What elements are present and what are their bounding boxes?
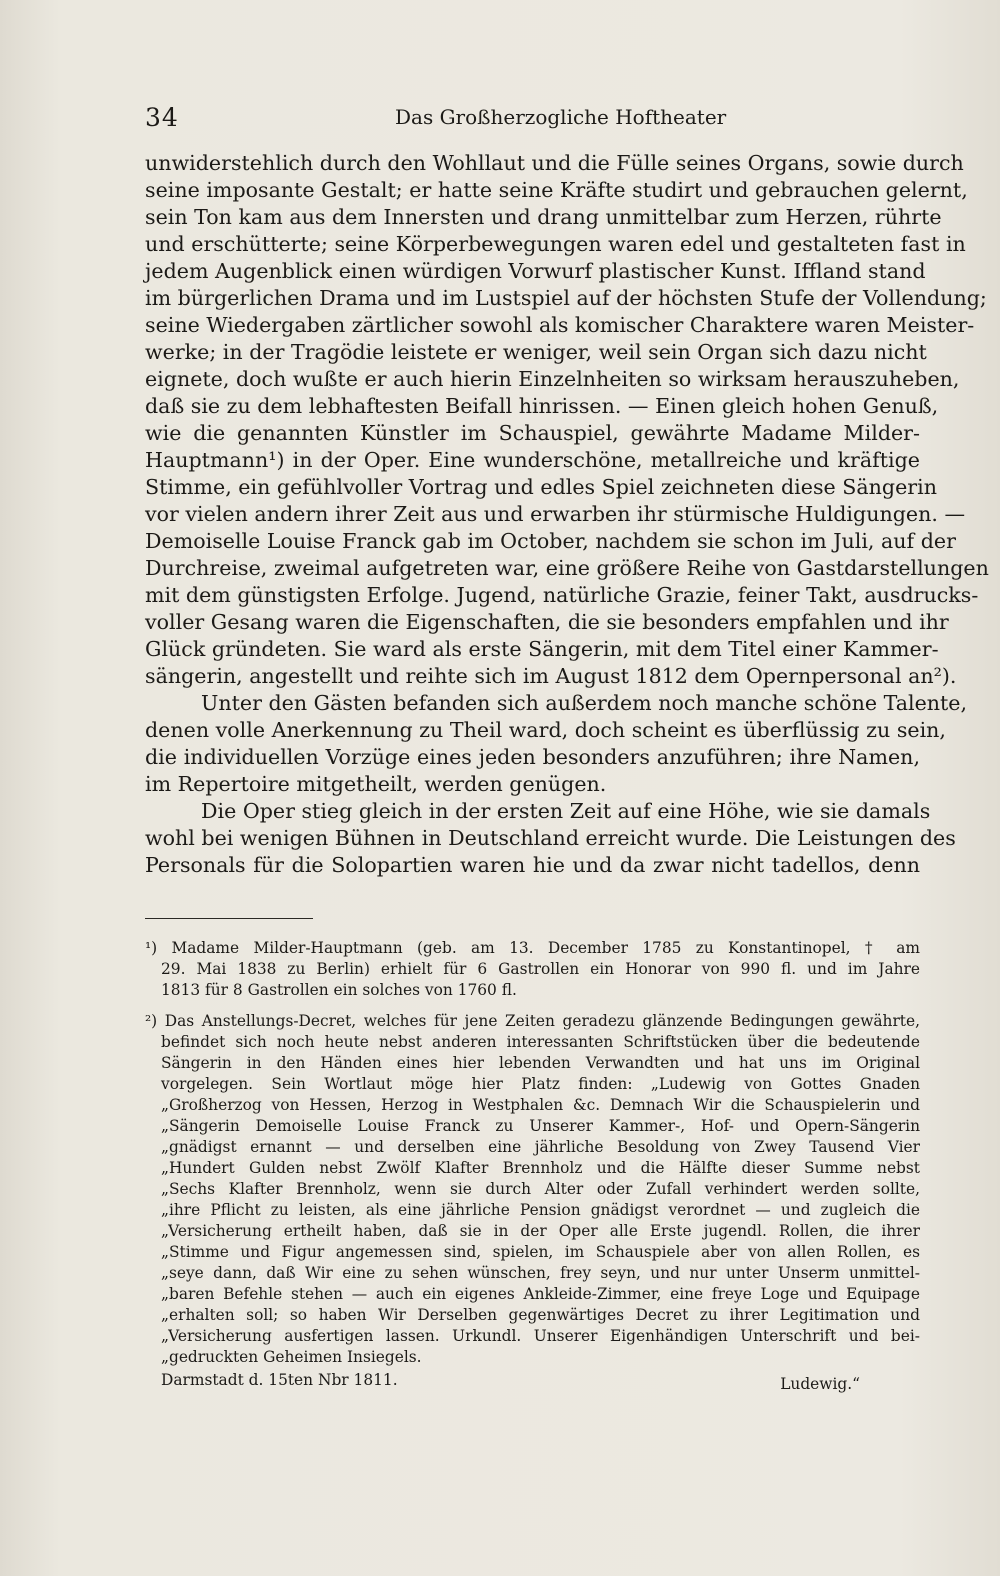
text-line: und erschütterte; seine Körperbewegungen waren edel und gestalteten fast in [145,232,966,256]
footnote-line: 29. Mai 1838 zu Berlin) erhielt für 6 Gastrollen ein Honorar von 990 fl. und im Jahre [161,960,920,978]
text-line: eignete, doch wußte er auch hierin Einzelnheiten so wirksam herauszuheben, [145,367,960,391]
text-line: voller Gesang waren die Eigenschaften, die sie besonders empfahlen und ihr [145,610,949,634]
footnote-line: „Versicherung ertheilt haben, daß sie in der Oper alle Erste jugendl. Rollen, die ihrer [161,1222,920,1240]
text-line: seine Wiedergaben zärtlicher sowohl als komischer Charaktere waren Meister- [145,313,975,337]
footnote-line: ¹) Madame Milder-Hauptmann (geb. am 13. December 1785 zu Konstantinopel, † am [145,939,920,957]
text-line: Glück gründeten. Sie ward als erste Sängerin, mit dem Titel einer Kammer- [145,637,939,661]
text-line: seine imposante Gestalt; er hatte seine Kräfte studirt und gebrauchen gelernt, [145,178,968,202]
footnote-separator [145,918,313,919]
decree-signature-row [145,1370,920,1400]
footnote-line: 1813 für 8 Gastrollen ein solches von 1760 fl. [161,981,517,999]
footnote-line: „baren Befehle stehen — auch ein eigenes Ankleide-Zimmer, eine freye Loge und Equipage [161,1285,920,1303]
footnote-1 [145,938,920,1001]
text-line: vor vielen andern ihrer Zeit aus und erwarben ihr stürmische Huldigungen. — [145,502,966,526]
decree-signature: Ludewig.“ [780,1375,860,1393]
footnotes [145,938,920,1400]
text-line: Personals für die Solopartien waren hie und da zwar nicht tadellos, denn [145,853,920,877]
text-line: jedem Augenblick einen würdigen Vorwurf plastischer Kunst. Iffland stand [145,259,926,283]
footnote-line: „Versicherung ausfertigen lassen. Urkundl. Unserer Eigenhändigen Unterschrift und bei- [161,1327,920,1345]
footnote-line: „ihre Pflicht zu leisten, als eine jährliche Pension gnädigst verordnet — und zugleich die [161,1201,920,1219]
footnote-line: befindet sich noch heute nebst anderen interessanten Schriftstücken über die bedeutende [161,1033,920,1051]
text-line: mit dem günstigsten Erfolge. Jugend, natürliche Grazie, feiner Takt, ausdrucks- [145,583,979,607]
page-header [145,103,920,133]
text-line: sein Ton kam aus dem Innersten und drang unmittelbar zum Herzen, rührte [145,205,942,229]
text-line: unwiderstehlich durch den Wohllaut und die Fülle seines Organs, sowie durch [145,151,964,175]
text-line: wohl bei wenigen Bühnen in Deutschland erreicht wurde. Die Leistungen des [145,826,956,850]
footnote-gap [145,1001,920,1011]
footnote-line: vorgelegen. Sein Wortlaut möge hier Platz finden: „Ludewig von Gottes Gnaden [161,1075,920,1093]
text-line: Demoiselle Louise Franck gab im October, nachdem sie schon im Juli, auf der [145,529,956,553]
text-line: sängerin, angestellt und reihte sich im August 1812 dem Opernpersonal an²). [145,664,957,688]
text-line: wie die genannten Künstler im Schauspiel, gewährte Madame Milder- [145,421,920,445]
text-line: im bürgerlichen Drama und im Lustspiel auf der höchsten Stufe der Vollendung; [145,286,987,310]
text-line: denen volle Anerkennung zu Theil ward, doch scheint es überflüssig zu sein, [145,718,946,742]
text-line: die individuellen Vorzüge eines jeden besonders anzuführen; ihre Namen, [145,745,920,769]
text-line: Durchreise, zweimal aufgetreten war, eine größere Reihe von Gastdarstellungen [145,556,989,580]
footnote-line: Sängerin in den Händen eines hier lebenden Verwandten und hat uns im Original [161,1054,920,1072]
footnote-line: „erhalten soll; so haben Wir Derselben gegenwärtiges Decret zu ihrer Legitimation und [161,1306,920,1324]
page-number: 34 [145,103,179,132]
text-line: werke; in der Tragödie leistete er weniger, weil sein Organ sich dazu nicht [145,340,927,364]
text-line: Hauptmann¹) in der Oper. Eine wunderschöne, metallreiche und kräftige [145,448,920,472]
footnote-line: „Sechs Klafter Brennholz, wenn sie durch Alter oder Zufall verhindert werden sollte, [161,1180,920,1198]
footnote-line: „Großherzog von Hessen, Herzog in Westphalen &c. Demnach Wir die Schauspielerin und [161,1096,920,1114]
paragraph-start-line: Die Oper stieg gleich in der ersten Zeit auf eine Höhe, wie sie damals [201,799,931,823]
running-title: Das Großherzogliche Hoftheater [395,105,727,129]
footnote-2 [145,1011,920,1400]
text-line: daß sie zu dem lebhaftesten Beifall hinrissen. — Einen gleich hohen Genuß, [145,394,939,418]
footnote-line: „Hundert Gulden nebst Zwölf Klafter Brennholz und die Hälfte dieser Summe nebst [161,1159,920,1177]
decree-place-date: Darmstadt d. 15ten Nbr 1811. [161,1371,398,1389]
footnote-line: „gnädigst ernannt — und derselben eine jährliche Besoldung von Zwey Tausend Vier [161,1138,920,1156]
footnote-line: ²) Das Anstellungs-Decret, welches für jene Zeiten geradezu glänzende Bedingungen gewährte, [145,1012,920,1030]
footnote-line: „Stimme und Figur angemessen sind, spielen, im Schauspiele aber von allen Rollen, es [161,1243,920,1261]
text-line: Stimme, ein gefühlvoller Vortrag und edles Spiel zeichneten diese Sängerin [145,475,937,499]
paragraph-start-line: Unter den Gästen befanden sich außerdem noch manche schöne Talente, [201,691,968,715]
text-line: im Repertoire mitgetheilt, werden genügen. [145,772,607,796]
footnote-line: „Sängerin Demoiselle Louise Franck zu Unserer Kammer-, Hof- und Opern-Sängerin [161,1117,920,1135]
footnote-line: „seye dann, daß Wir eine zu sehen wünschen, frey seyn, und nur unter Unserm unmittel- [161,1264,920,1282]
body-text [145,150,989,879]
footnote-line: „gedruckten Geheimen Insiegels. [161,1348,422,1366]
